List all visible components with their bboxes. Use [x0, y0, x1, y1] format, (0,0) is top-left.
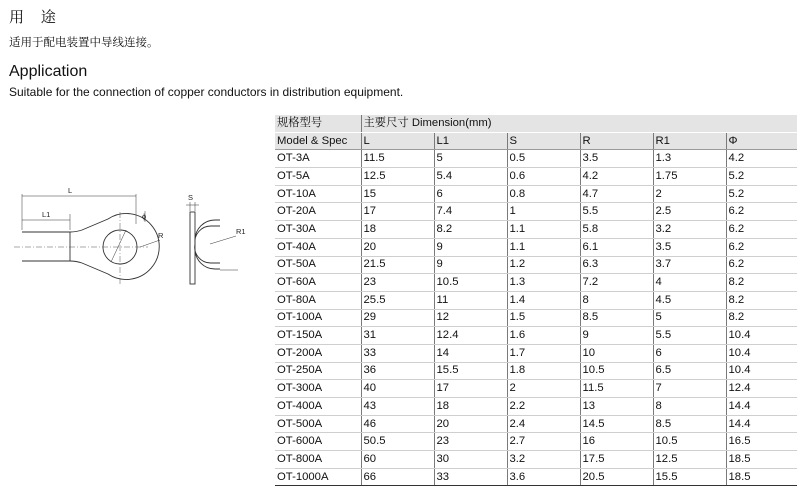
table-row: [275, 380, 797, 398]
dimension-cell: 5: [653, 309, 726, 327]
dimension-cell: 33: [361, 344, 434, 362]
dimension-cell: 20: [361, 238, 434, 256]
dimension-cell: 10.4: [726, 362, 797, 380]
dim-label-R: R: [158, 231, 164, 240]
usage-text-cn: 适用于配电装置中导线连接。: [9, 35, 159, 49]
specification-table: [275, 115, 797, 486]
dimension-cell: 6.2: [726, 203, 797, 221]
model-cell: OT-800A: [275, 451, 361, 469]
dimension-cell: 5: [434, 150, 507, 168]
dimension-cell: 1.2: [507, 256, 580, 274]
table-row: [275, 327, 797, 345]
model-cell: OT-30A: [275, 221, 361, 239]
usage-title-cn: 用 途: [9, 8, 62, 26]
dimension-cell: 17: [434, 380, 507, 398]
dimension-cell: 9: [580, 327, 653, 345]
dimension-cell: 13: [580, 398, 653, 416]
dimension-cell: 4.7: [580, 185, 653, 203]
dimension-cell: 33: [434, 468, 507, 486]
dimension-cell: 1.3: [507, 274, 580, 292]
dimension-cell: 6.2: [726, 238, 797, 256]
application-title: Application: [9, 63, 88, 80]
dimension-cell: 16: [580, 433, 653, 451]
dimension-cell: 21.5: [361, 256, 434, 274]
dimension-cell: 40: [361, 380, 434, 398]
dimension-cell: 0.8: [507, 185, 580, 203]
column-header: R1: [653, 132, 726, 150]
dimension-cell: 1.3: [653, 150, 726, 168]
dimension-cell: 5.5: [580, 203, 653, 221]
table-row: [275, 309, 797, 327]
model-cell: OT-50A: [275, 256, 361, 274]
dimension-cell: 2.5: [653, 203, 726, 221]
dimension-cell: 12.4: [726, 380, 797, 398]
dimension-cell: 14.4: [726, 398, 797, 416]
dimension-cell: 3.6: [507, 468, 580, 486]
dimension-cell: 3.7: [653, 256, 726, 274]
dimension-cell: 8.2: [726, 291, 797, 309]
column-header: L: [361, 132, 434, 150]
model-cell: OT-60A: [275, 274, 361, 292]
dimension-cell: 2: [653, 185, 726, 203]
model-cell: OT-80A: [275, 291, 361, 309]
dimension-cell: 10.5: [653, 433, 726, 451]
dimension-cell: 17: [361, 203, 434, 221]
terminal-top-view: [22, 214, 159, 280]
dimension-cell: 3.5: [580, 150, 653, 168]
dimension-cell: 20: [434, 415, 507, 433]
table-row: [275, 238, 797, 256]
dim-label-L1: L1: [42, 210, 51, 219]
dimension-cell: 16.5: [726, 433, 797, 451]
table-row: [275, 468, 797, 486]
dimension-cell: 7.4: [434, 203, 507, 221]
dimension-cell: 1.1: [507, 238, 580, 256]
dimension-cell: 2.7: [507, 433, 580, 451]
dim-label-R1: R1: [236, 227, 246, 236]
dimension-cell: 11: [434, 291, 507, 309]
dimension-cell: 1: [507, 203, 580, 221]
dimension-cell: 8: [580, 291, 653, 309]
table-row: [275, 221, 797, 239]
dimension-cell: 46: [361, 415, 434, 433]
table-row: [275, 185, 797, 203]
dimension-cell: 31: [361, 327, 434, 345]
dimension-cell: 4.2: [726, 150, 797, 168]
dimension-cell: 8.2: [726, 274, 797, 292]
dimension-cell: 6.2: [726, 221, 797, 239]
dimension-cell: 1.75: [653, 168, 726, 186]
dimension-cell: 7: [653, 380, 726, 398]
table-row: [275, 291, 797, 309]
dimension-cell: 2: [507, 380, 580, 398]
dimension-cell: 17.5: [580, 451, 653, 469]
column-header: Φ: [726, 132, 797, 150]
dimension-cell: 3.5: [653, 238, 726, 256]
dimension-cell: 14.5: [580, 415, 653, 433]
terminal-side-view: [190, 212, 220, 284]
dimension-cell: 15.5: [434, 362, 507, 380]
dimension-cell: 8.5: [653, 415, 726, 433]
dimension-cell: 25.5: [361, 291, 434, 309]
dimension-cell: 5.5: [653, 327, 726, 345]
dimension-cell: 1.1: [507, 221, 580, 239]
model-cell: OT-200A: [275, 344, 361, 362]
table-row: [275, 451, 797, 469]
dimension-cell: 15: [361, 185, 434, 203]
dimension-cell: 23: [434, 433, 507, 451]
model-cell: OT-5A: [275, 168, 361, 186]
dimension-cell: 5.2: [726, 185, 797, 203]
dimension-cell: 9: [434, 238, 507, 256]
dimension-cell: 36: [361, 362, 434, 380]
dimension-cell: 18: [361, 221, 434, 239]
dimension-cell: 66: [361, 468, 434, 486]
dimension-cell: 12: [434, 309, 507, 327]
dimension-cell: 7.2: [580, 274, 653, 292]
model-cell: OT-300A: [275, 380, 361, 398]
dimension-cell: 15.5: [653, 468, 726, 486]
dim-label-S: S: [188, 193, 194, 202]
model-cell: OT-20A: [275, 203, 361, 221]
table-row: [275, 398, 797, 416]
header-model-en: Model & Spec: [275, 132, 361, 150]
model-cell: OT-1000A: [275, 468, 361, 486]
dimension-cell: 8.2: [726, 309, 797, 327]
dimension-cell: 10.4: [726, 344, 797, 362]
dimension-cell: 50.5: [361, 433, 434, 451]
model-cell: OT-150A: [275, 327, 361, 345]
dimension-cell: 1.5: [507, 309, 580, 327]
model-cell: OT-40A: [275, 238, 361, 256]
dimension-cell: 6.5: [653, 362, 726, 380]
terminal-drawing: [10, 184, 250, 294]
table-row: [275, 274, 797, 292]
dimension-cell: 6.3: [580, 256, 653, 274]
dimension-cell: 43: [361, 398, 434, 416]
header-dimension: 主要尺寸 Dimension(mm): [361, 115, 797, 132]
dimension-cell: 29: [361, 309, 434, 327]
dimension-cell: 11.5: [361, 150, 434, 168]
dimension-cell: 8.2: [434, 221, 507, 239]
model-cell: OT-100A: [275, 309, 361, 327]
dimension-cell: 8: [653, 398, 726, 416]
dimension-cell: 18.5: [726, 468, 797, 486]
dimension-cell: 14: [434, 344, 507, 362]
table-row: [275, 256, 797, 274]
model-cell: OT-10A: [275, 185, 361, 203]
table-row: [275, 362, 797, 380]
dimension-cell: 1.4: [507, 291, 580, 309]
model-cell: OT-400A: [275, 398, 361, 416]
table-row: [275, 433, 797, 451]
column-header: S: [507, 132, 580, 150]
dimension-cell: 12.4: [434, 327, 507, 345]
dim-label-L: L: [68, 186, 73, 195]
dimension-cell: 12.5: [653, 451, 726, 469]
dimension-cell: 10.5: [580, 362, 653, 380]
model-cell: OT-3A: [275, 150, 361, 168]
dimension-cell: 30: [434, 451, 507, 469]
dimension-cell: 1.6: [507, 327, 580, 345]
model-cell: OT-250A: [275, 362, 361, 380]
dimension-cell: 5.2: [726, 168, 797, 186]
dimension-cell: 3.2: [507, 451, 580, 469]
dimension-cell: 11.5: [580, 380, 653, 398]
application-text: Suitable for the connection of copper conductors in distribution equipment.: [9, 85, 404, 99]
dimension-cell: 4.5: [653, 291, 726, 309]
dimension-cell: 2.2: [507, 398, 580, 416]
column-header: R: [580, 132, 653, 150]
dimension-cell: 18.5: [726, 451, 797, 469]
table-row: [275, 344, 797, 362]
dim-label-phi: ϕ: [142, 212, 147, 221]
dimension-cell: 20.5: [580, 468, 653, 486]
dimension-cell: 0.6: [507, 168, 580, 186]
dimension-cell: 4: [653, 274, 726, 292]
dimension-cell: 1.8: [507, 362, 580, 380]
dimension-cell: 3.2: [653, 221, 726, 239]
dimension-cell: 60: [361, 451, 434, 469]
dimension-cell: 23: [361, 274, 434, 292]
dimension-cell: 5.8: [580, 221, 653, 239]
dimension-cell: 2.4: [507, 415, 580, 433]
table-row: [275, 203, 797, 221]
dimension-cell: 6.2: [726, 256, 797, 274]
dimension-cell: 4.2: [580, 168, 653, 186]
dimension-cell: 10.4: [726, 327, 797, 345]
table-row: [275, 150, 797, 168]
dimension-cell: 14.4: [726, 415, 797, 433]
model-cell: OT-600A: [275, 433, 361, 451]
model-cell: OT-500A: [275, 415, 361, 433]
column-header: L1: [434, 132, 507, 150]
dimension-cell: 10: [580, 344, 653, 362]
header-model-cn: 规格型号: [275, 115, 361, 132]
dimension-cell: 18: [434, 398, 507, 416]
table-row: [275, 168, 797, 186]
dimension-cell: 9: [434, 256, 507, 274]
dimension-cell: 10.5: [434, 274, 507, 292]
dimension-cell: 1.7: [507, 344, 580, 362]
dimension-cell: 0.5: [507, 150, 580, 168]
dimension-cell: 6.1: [580, 238, 653, 256]
dimension-cell: 5.4: [434, 168, 507, 186]
dimension-cell: 6: [434, 185, 507, 203]
dimension-cell: 6: [653, 344, 726, 362]
dimension-cell: 8.5: [580, 309, 653, 327]
dimension-cell: 12.5: [361, 168, 434, 186]
table-row: [275, 415, 797, 433]
